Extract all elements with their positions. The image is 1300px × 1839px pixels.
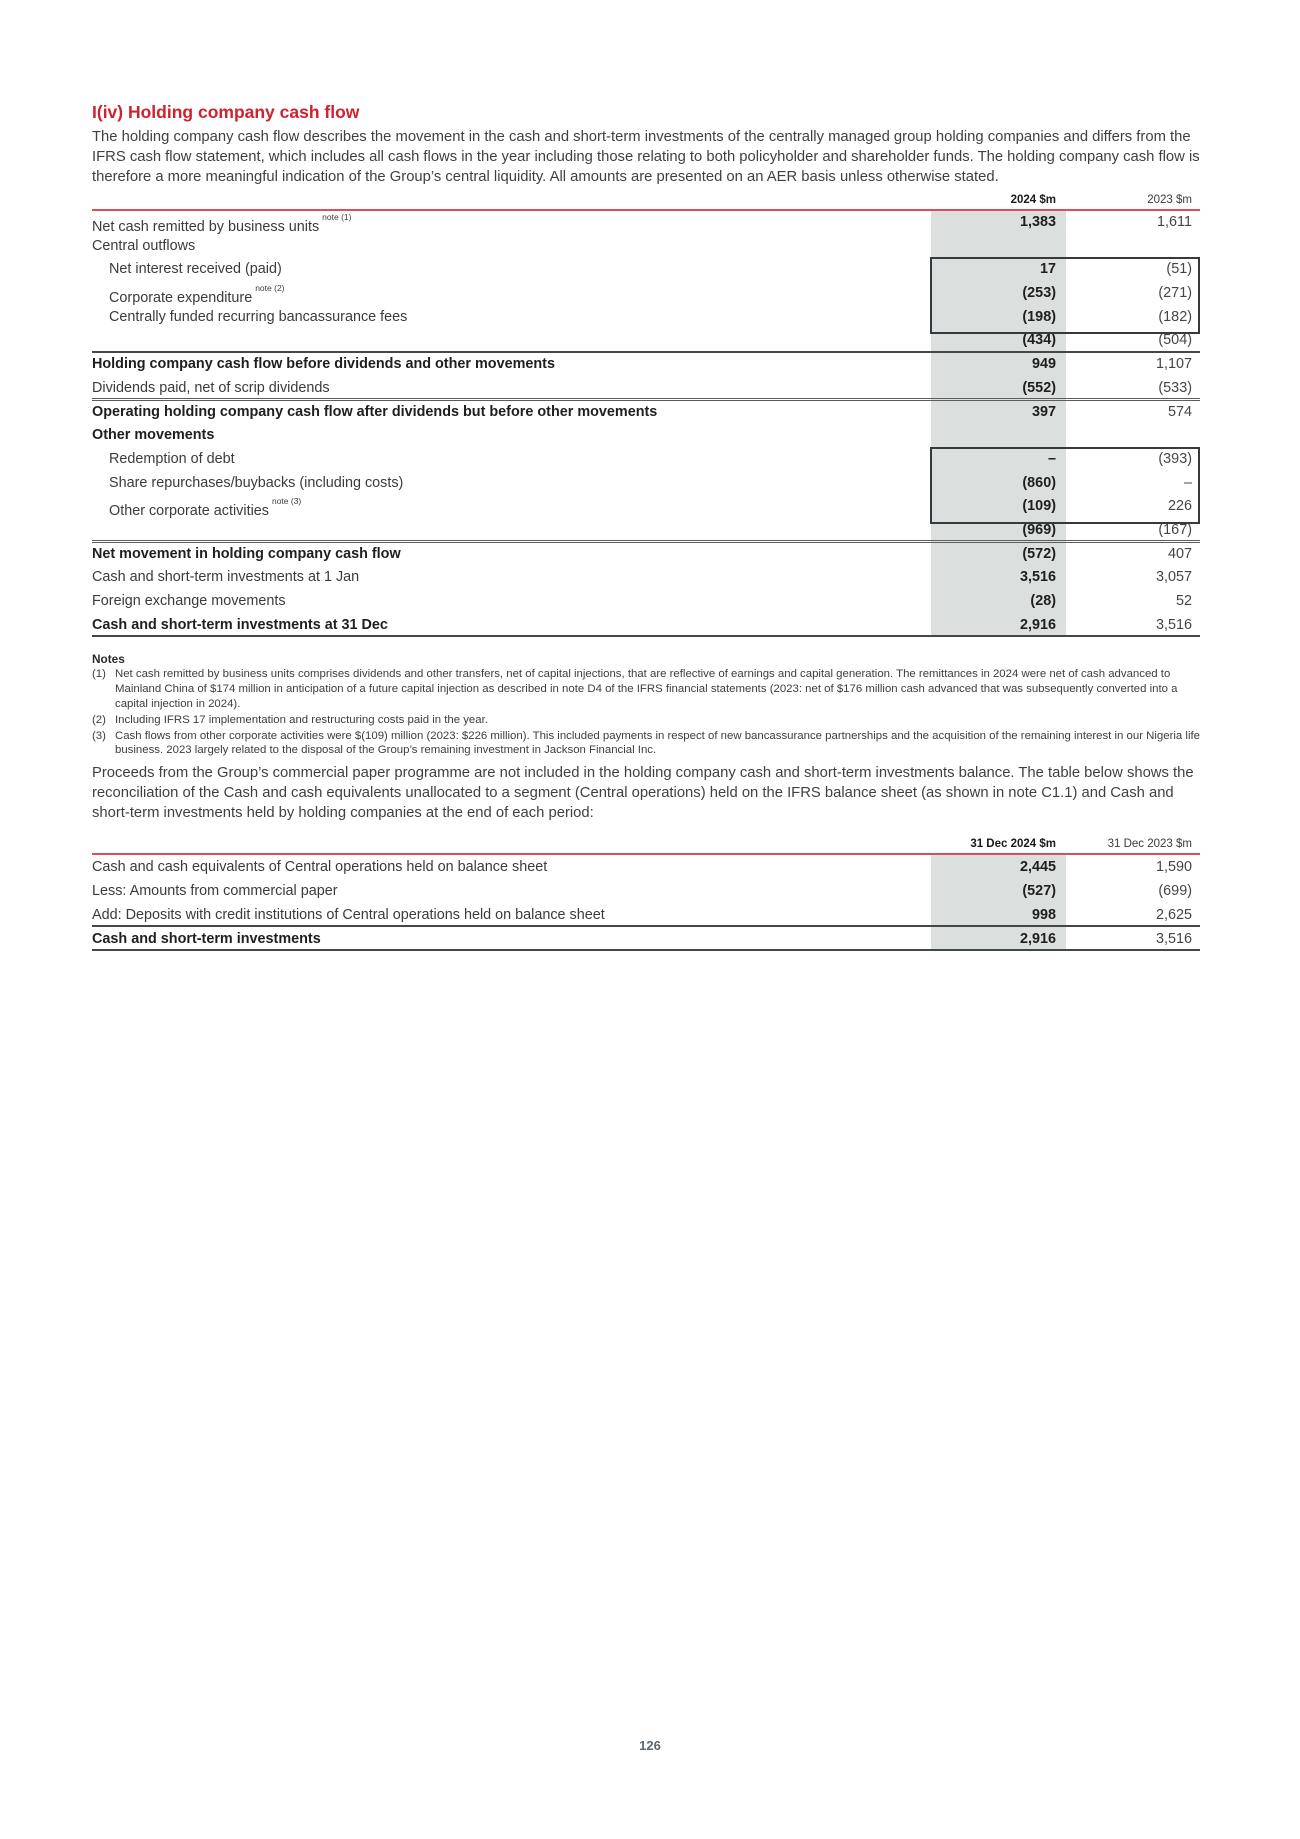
table-row-total [92,927,1200,951]
value-2024: (198) [1022,308,1056,325]
section-title: I(iv) Holding company cash flow [92,102,360,122]
notes-section [92,652,1200,758]
row-label: Holding company cash flow before dividends and other movements [92,356,555,373]
value-2023: 52 [1175,593,1192,609]
holding-company-cashflow-table [92,191,1200,637]
row-label: Less: Amounts from commercial paper [92,883,338,900]
table-body [92,211,1200,637]
value-2024: 2,916 [1019,616,1056,633]
table-rule [92,540,1200,543]
column-header-2023: 2023 $m [1147,194,1192,206]
value-2024: (527) [1022,883,1056,900]
table-rule [92,351,1200,353]
row-label: Net interest received (paid) [109,261,282,278]
note-ref: note (3) [271,496,302,507]
value-2023: (699) [1158,883,1192,900]
column-header-2024: 2024 $m [1010,194,1056,206]
row-label: Add: Deposits with credit institutions of Central operations held on balance sheet [92,907,605,924]
value-2023: 2,625 [1155,907,1192,924]
row-label: Other movements [92,427,215,444]
note-text: Cash flows from other corporate activities were $(109) million (2023: $226 million). This included payments in respect of new bancassurance partnerships and the acquisition of the remaining interest in our Nigeria life business. 2023 largely related to the disposal of the Group’s remaining investment in Jackson Financial Inc. [115,729,1200,757]
note-text: Net cash remitted by business units comprises dividends and other transfers, net of capital injections, that are reflective of earnings and capital generation. The remittances in 2024 were net of cash advanced to Mainland China of $174 million in anticipation of a future capital injection as described in note D4 of the IFRS financial statements (2023: net of $176 million cash advanced that was subsequently converted into a capital injection in 2024). [115,668,1178,710]
row-label: Dividends paid, net of scrip dividends [92,379,330,396]
table-body [92,855,1200,951]
highlight-box-other-movements [930,447,1200,524]
table-row [92,590,1200,614]
table-row [92,235,1200,259]
table-row [92,566,1200,590]
value-2024: 2,445 [1019,859,1056,876]
table-row [92,211,1200,235]
note-item [92,729,1200,759]
value-2024 [926,424,1056,448]
value-2024: (860) [1022,474,1056,491]
value-2024: 2,916 [1019,931,1056,948]
reconciliation-table [92,835,1200,951]
value-2024: (28) [1030,593,1056,609]
page-number: 126 [639,1738,661,1753]
table-row-total [92,614,1200,638]
value-2023: 3,057 [1155,569,1192,586]
value-2024: 998 [1031,907,1056,924]
value-2023: (533) [1158,379,1192,396]
value-2023: 3,516 [1155,931,1192,948]
column-header-2024: 31 Dec 2024 $m [970,838,1056,851]
value-2024: (434) [1022,332,1056,349]
page-content [92,0,1202,951]
table-rule [92,925,1200,927]
note-item [92,713,1200,728]
value-2023: (182) [1158,308,1192,325]
value-2023 [1056,424,1192,448]
value-2024 [926,235,1056,259]
value-2024: – [1047,450,1056,467]
row-label: Foreign exchange movements [92,593,286,609]
highlight-box-central-outflows [930,257,1200,334]
table-row [92,879,1200,903]
row-label: Centrally funded recurring bancassurance fees [109,308,408,325]
value-2023: 574 [1167,403,1192,420]
table-row-total [92,401,1200,425]
row-label: Cash and cash equivalents of Central operations held on balance sheet [92,859,548,876]
row-label: Other corporate activities$^{note (3)}$ [109,496,302,520]
value-2024: (552) [1022,379,1056,396]
row-label: Redemption of debt [109,450,235,467]
table-row [92,903,1200,927]
value-2024: 17 [1039,261,1056,278]
row-label: Cash and short-term investments [92,931,321,948]
row-label: Cash and short-term investments at 1 Jan [92,569,360,586]
table-rule [92,949,1200,951]
note-marker: (2) [92,713,106,726]
row-label: Central outflows [92,237,196,254]
note-ref: note (2) [255,283,285,294]
value-2023 [1056,235,1192,259]
table-row-total [92,353,1200,377]
reconciliation-paragraph: Proceeds from the Group’s commercial paper programme are not included in the holding company cash and short-term investments balance. The table below shows the reconciliation of the Cash and cash equivalents unallocated to a segment (Central operations) held on the IFRS balance sheet (as shown in note C1.1) and Cash and short-term investments held by holding companies at the end of each period: [92,765,1194,822]
note-text: Including IFRS 17 implementation and restructuring costs paid in the year. [115,713,488,726]
row-label: Operating holding company cash flow after dividends but before other movements [92,403,658,420]
table-row-section [92,424,1200,448]
column-header-2023: 31 Dec 2023 $m [1107,838,1192,851]
notes-heading: Notes [92,652,125,667]
intro-paragraph: The holding company cash flow describes the movement in the cash and short-term investments of the centrally managed group holding companies and differs from the IFRS cash flow statement, which includes all cash flows in the year including those relating to both policyholder and shareholder funds. The holding company cash flow is therefore a more meaningful indication of the Group’s central liquidity. All amounts are presented on an AER basis unless otherwise stated. [92,129,1200,185]
value-2023: – [1183,474,1192,491]
note-ref: note (1) [322,212,352,222]
row-label: Corporate expenditure$^{note (2)}$ [109,283,285,306]
value-2024: (572) [1022,545,1056,562]
value-2023: 226 [1167,498,1192,515]
row-label [92,329,926,353]
table-header-row [92,191,1200,206]
value-2024: (109) [1022,498,1056,515]
value-2024: (253) [1022,285,1056,302]
value-2023: 3,516 [1155,616,1192,633]
table-row [92,855,1200,879]
note-item [92,667,1200,711]
note-marker: (1) [92,668,106,681]
value-2023: 407 [1167,545,1192,562]
value-2023: (51) [1166,261,1192,278]
value-2023: (393) [1158,450,1192,467]
value-2024: 397 [1031,403,1056,420]
value-2024: 1,383 [1019,214,1056,230]
value-2023: (504) [1158,332,1192,349]
table-row [92,377,1200,401]
table-header-row [92,835,1200,850]
row-label: Net cash remitted by business units$^{note (1)}$ [92,212,352,235]
table-row-total [92,543,1200,567]
row-label: Share repurchases/buybacks (including costs) [109,474,404,491]
value-2023: (271) [1158,285,1192,302]
value-2024: (969) [1022,521,1056,538]
row-label: Cash and short-term investments at 31 Dec [92,616,388,633]
value-2023: 1,107 [1155,356,1192,373]
value-2024: 3,516 [1019,569,1056,586]
row-label: Net movement in holding company cash flow [92,545,401,562]
note-marker: (3) [92,729,106,742]
table-rule [92,398,1200,401]
table-rule [92,635,1200,637]
value-2023: 1,611 [1157,214,1192,230]
value-2023: (167) [1158,521,1192,538]
value-2024: 949 [1031,356,1056,373]
value-2023: 1,590 [1155,859,1192,876]
